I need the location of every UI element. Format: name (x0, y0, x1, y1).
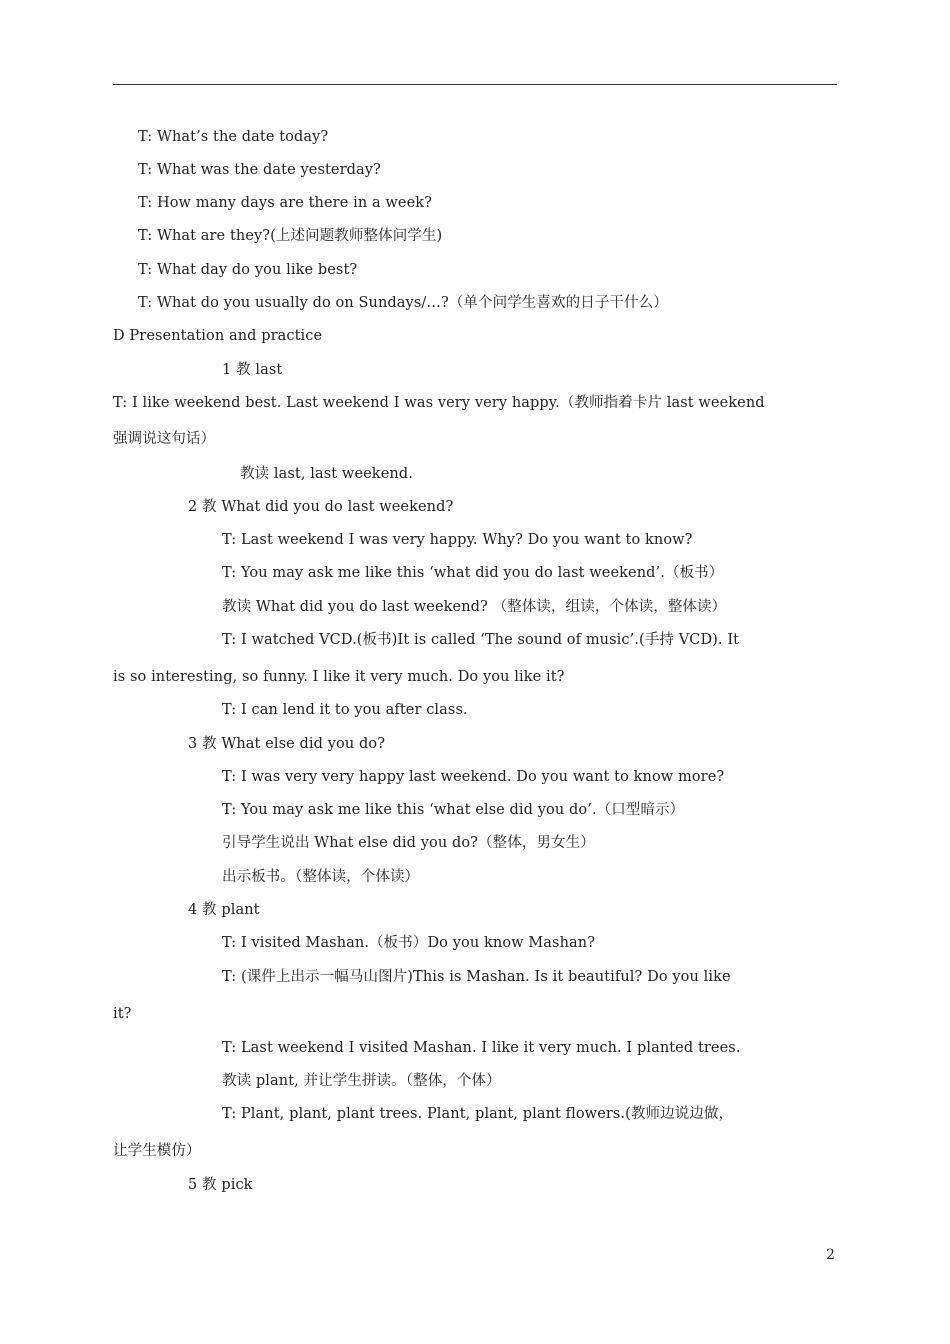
text-line: T: What do you usually do on Sundays/…?（单个问学生喜欢的日子干什么） (138, 295, 668, 311)
text-line: 让学生模仿） (113, 1143, 201, 1159)
text-line: 2 教 What did you do last weekend? (188, 499, 454, 515)
text-line: T: What are they?(上述问题教师整体问学生) (138, 228, 443, 244)
text-line: 教读 plant, 并让学生拼读。（整体，个体） (222, 1073, 501, 1089)
text-line: T: I can lend it to you after class. (222, 702, 468, 718)
text-line: T: What’s the date today? (138, 129, 329, 145)
text-line: is so interesting, so funny. I like it very much. Do you like it? (113, 669, 565, 685)
text-line: T: I visited Mashan.（板书）Do you know Mashan? (222, 935, 596, 951)
header-rule (113, 84, 837, 85)
text-line: T: I like weekend best. Last weekend I was very very happy.（教师指着卡片 last weekend (113, 395, 765, 411)
text-line: T: Plant, plant, plant trees. Plant, plant, plant flowers.(教师边说边做， (222, 1106, 734, 1122)
text-line: 教读 last, last weekend. (240, 466, 413, 482)
text-line: T: Last weekend I was very happy. Why? Do you want to know? (222, 532, 693, 548)
text-line: 5 教 pick (188, 1177, 253, 1193)
text-line: 1 教 last (222, 362, 283, 378)
text-line: T: (课件上出示一幅马山图片)This is Mashan. Is it beautiful? Do you like (222, 969, 731, 985)
text-line: T: You may ask me like this ‘what else did you do’.（口型暗示） (222, 802, 685, 818)
text-line: T: You may ask me like this ‘what did you do last weekend’.（板书） (222, 565, 724, 581)
text-line: T: What was the date yesterday? (138, 162, 381, 178)
text-line: it? (113, 1006, 132, 1022)
text-line: 4 教 plant (188, 902, 260, 918)
text-line: 3 教 What else did you do? (188, 736, 386, 752)
text-line: T: What day do you like best? (138, 262, 358, 278)
section-heading: D Presentation and practice (113, 328, 323, 344)
text-line: 强调说这句话） (113, 431, 216, 447)
text-line: 引导学生说出 What else did you do?（整体，男女生） (222, 835, 595, 851)
text-line: 出示板书。（整体读，个体读） (222, 869, 420, 885)
text-line: T: I was very very happy last weekend. Do you want to know more? (222, 769, 725, 785)
text-line: T: Last weekend I visited Mashan. I like it very much. I planted trees. (222, 1040, 741, 1056)
text-line: T: How many days are there in a week? (138, 195, 433, 211)
text-line: T: I watched VCD.(板书)It is called ‘The sound of music’.(手持 VCD). It (222, 632, 740, 648)
text-line: 教读 What did you do last weekend? （整体读，组读，个体读，整体读） (222, 599, 727, 615)
page-number: 2 (826, 1247, 835, 1263)
